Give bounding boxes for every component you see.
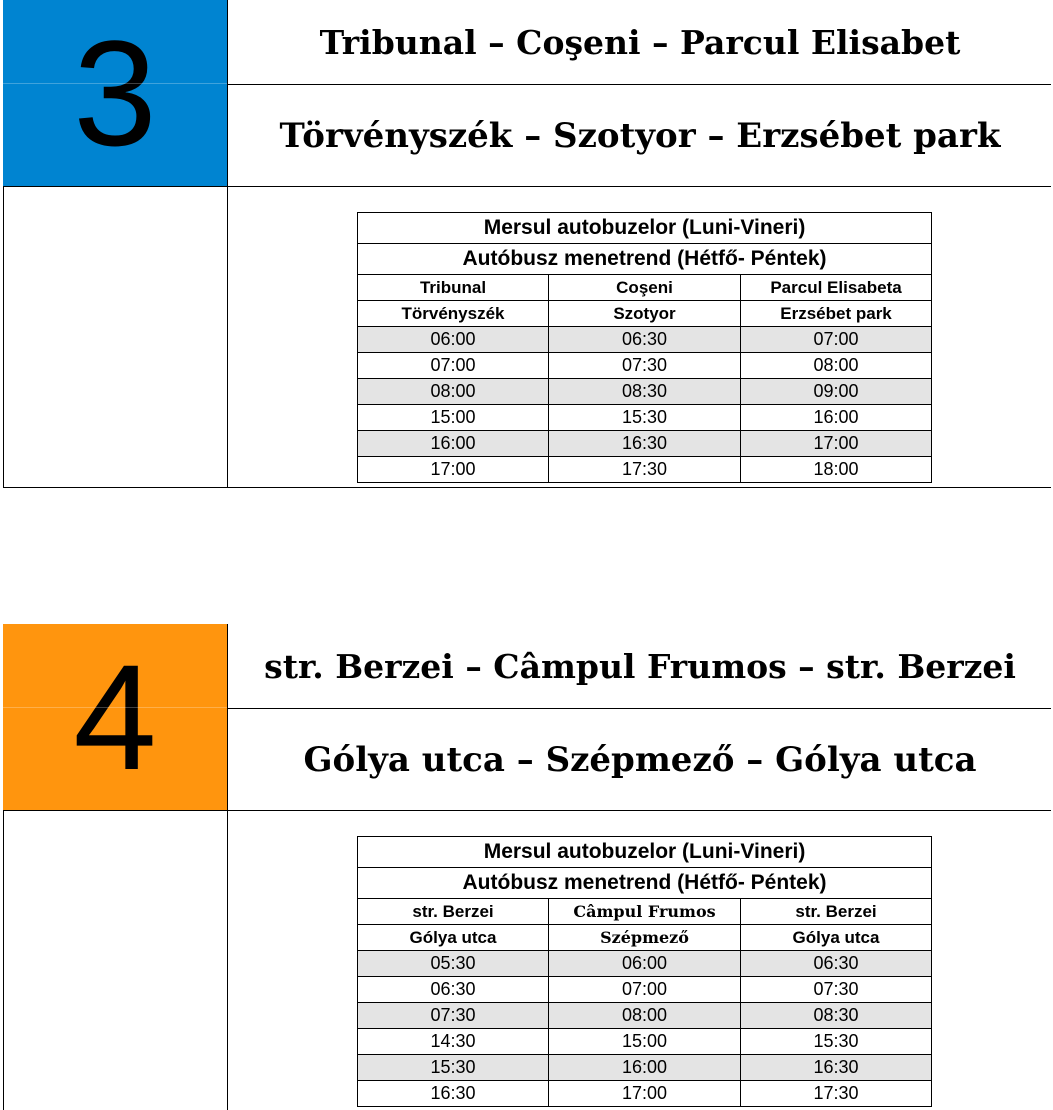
stop-header-ro: Tribunal: [358, 275, 549, 301]
stop-header-hu: Szotyor: [549, 301, 741, 327]
table-row: [358, 1081, 932, 1107]
route-3-schedule-table: [357, 212, 932, 483]
departure-time: 07:00: [549, 977, 741, 1003]
departure-time: 17:00: [549, 1081, 741, 1107]
route-3-number-box: [3, 0, 227, 186]
table-row: [358, 951, 932, 977]
table-row: [358, 1055, 932, 1081]
route-3-title-ro: Tribunal – Coşeni – Parcul Elisabet: [319, 22, 961, 62]
stop-header-ro: str. Berzei: [358, 899, 549, 925]
table-row: [358, 405, 932, 431]
departure-time: 05:30: [358, 951, 549, 977]
departure-time: 08:30: [549, 379, 741, 405]
departure-time: 17:00: [741, 431, 932, 457]
departure-time: 17:00: [358, 457, 549, 483]
departure-time: 15:30: [741, 1029, 932, 1055]
stop-header-hu: Gólya utca: [741, 925, 932, 951]
departure-time: 17:30: [549, 457, 741, 483]
departure-time: 06:00: [549, 951, 741, 977]
route-3-number: 3: [73, 9, 157, 177]
departure-time: 06:00: [358, 327, 549, 353]
departure-time: 15:00: [358, 405, 549, 431]
departure-time: 15:30: [358, 1055, 549, 1081]
route-4-section: [3, 624, 1051, 1110]
departure-time: 07:00: [741, 327, 932, 353]
stop-header-hu: Szépmező: [549, 925, 741, 951]
route-4-number-box: [3, 624, 227, 810]
route-4-title-ro: str. Berzei – Câmpul Frumos – str. Berzei: [264, 646, 1016, 686]
schedule-caption-hu: Autóbusz menetrend (Hétfő- Péntek): [358, 868, 932, 899]
departure-time: 15:00: [549, 1029, 741, 1055]
table-row: [358, 379, 932, 405]
table-row: [358, 1029, 932, 1055]
departure-time: 07:30: [741, 977, 932, 1003]
departure-time: 16:30: [741, 1055, 932, 1081]
departure-time: 06:30: [741, 951, 932, 977]
route-4-number: 4: [73, 633, 157, 801]
departure-time: 16:00: [358, 431, 549, 457]
departure-time: 18:00: [741, 457, 932, 483]
departure-time: 16:00: [741, 405, 932, 431]
route-3-title-hu: Törvényszék – Szotyor – Erzsébet park: [279, 116, 1001, 156]
departure-time: 16:00: [549, 1055, 741, 1081]
departure-time: 08:00: [741, 353, 932, 379]
stop-header-hu: Erzsébet park: [741, 301, 932, 327]
departure-time: 07:30: [549, 353, 741, 379]
departure-time: 09:00: [741, 379, 932, 405]
departure-time: 07:30: [358, 1003, 549, 1029]
stop-header-ro: Câmpul Frumos: [549, 899, 741, 925]
table-row: [358, 1003, 932, 1029]
route-3-section: [3, 0, 1051, 490]
stop-header-ro: Parcul Elisabeta: [741, 275, 932, 301]
departure-time: 06:30: [549, 327, 741, 353]
route-4-title-hu: Gólya utca – Szépmező – Gólya utca: [303, 740, 977, 780]
departure-time: 17:30: [741, 1081, 932, 1107]
schedule-caption-ro: Mersul autobuzelor (Luni-Vineri): [358, 213, 932, 244]
departure-time: 16:30: [549, 431, 741, 457]
table-row: [358, 431, 932, 457]
departure-time: 16:30: [358, 1081, 549, 1107]
table-row: [358, 457, 932, 483]
route-4-schedule-table: [357, 836, 932, 1107]
stop-header-hu: Gólya utca: [358, 925, 549, 951]
stop-header-ro: str. Berzei: [741, 899, 932, 925]
table-row: [358, 353, 932, 379]
table-row: [358, 327, 932, 353]
departure-time: 15:30: [549, 405, 741, 431]
stop-header-ro: Coşeni: [549, 275, 741, 301]
departure-time: 14:30: [358, 1029, 549, 1055]
schedule-caption-ro: Mersul autobuzelor (Luni-Vineri): [358, 837, 932, 868]
departure-time: 06:30: [358, 977, 549, 1003]
departure-time: 08:30: [741, 1003, 932, 1029]
departure-time: 08:00: [549, 1003, 741, 1029]
table-row: [358, 977, 932, 1003]
schedule-caption-hu: Autóbusz menetrend (Hétfő- Péntek): [358, 244, 932, 275]
stop-header-hu: Törvényszék: [358, 301, 549, 327]
departure-time: 08:00: [358, 379, 549, 405]
departure-time: 07:00: [358, 353, 549, 379]
